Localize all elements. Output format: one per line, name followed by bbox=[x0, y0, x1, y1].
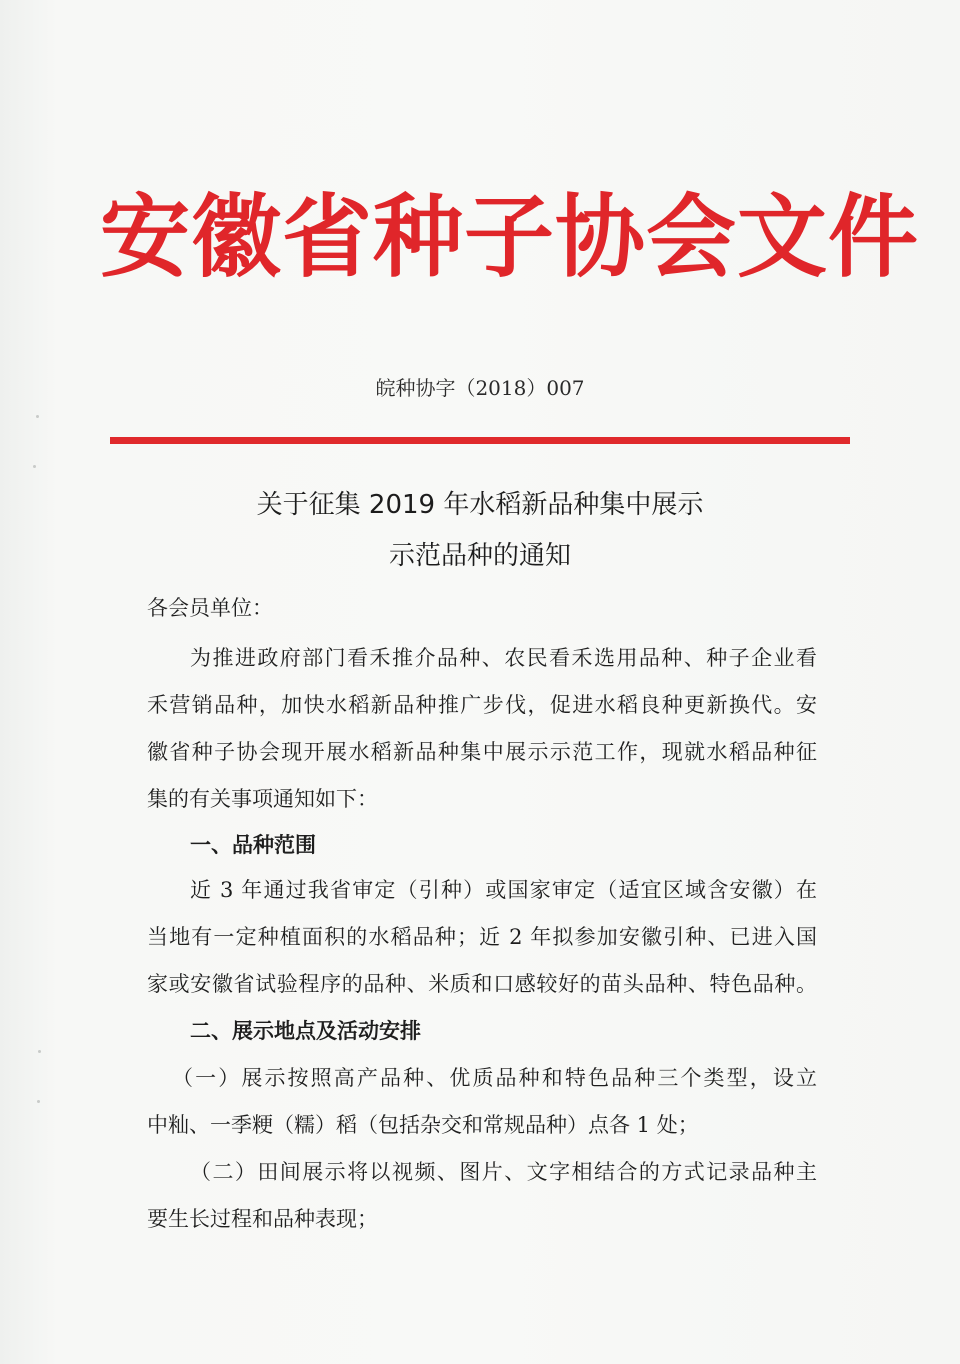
section-heading: 一、品种范围 bbox=[190, 833, 316, 857]
paragraph-line: 为推进政府部门看禾推介品种、农民看禾选用品种、种子企业看 bbox=[190, 646, 817, 670]
paragraph-line: 徽省种子协会现开展水稻新品种集中展示示范工作，现就水稻品种征 bbox=[147, 740, 817, 764]
scan-speck bbox=[33, 465, 36, 468]
salutation: 各会员单位： bbox=[147, 596, 273, 620]
paragraph-line: 要生长过程和品种表现； bbox=[147, 1207, 378, 1231]
paragraph-line: （二）田间展示将以视频、图片、文字相结合的方式记录品种主 bbox=[190, 1160, 817, 1184]
notice-title-line-2: 示范品种的通知 bbox=[388, 541, 571, 571]
scan-speck bbox=[38, 1050, 41, 1053]
paragraph-line: （一）展示按照高产品种、优质品种和特色品种三个类型，设立 bbox=[172, 1066, 817, 1090]
paragraph-line: 集的有关事项通知如下： bbox=[147, 787, 378, 811]
paragraph-line: 近 3 年通过我省审定（引种）或国家审定（适宜区域含安徽）在 bbox=[190, 878, 817, 902]
notice-title-line-1: 关于征集 2019 年水稻新品种集中展示 bbox=[256, 490, 704, 520]
paragraph-line: 禾营销品种，加快水稻新品种推广步伐，促进水稻良种更新换代。安 bbox=[147, 693, 817, 717]
masthead-title: 安徽省种子协会文件 bbox=[100, 185, 919, 290]
document-number: 皖种协字（2018）007 bbox=[375, 376, 585, 400]
scan-speck bbox=[37, 1100, 40, 1103]
paragraph-line: 中籼、一季粳（糯）稻（包括杂交和常规品种）点各 1 处； bbox=[147, 1113, 699, 1137]
paragraph-line: 家或安徽省试验程序的品种、米质和口感较好的苗头品种、特色品种。 bbox=[147, 972, 817, 996]
red-divider-rule bbox=[110, 437, 850, 444]
scan-speck bbox=[36, 415, 39, 418]
section-heading: 二、展示地点及活动安排 bbox=[190, 1019, 421, 1043]
paragraph-line: 当地有一定种植面积的水稻品种；近 2 年拟参加安徽引种、已进入国 bbox=[147, 925, 817, 949]
